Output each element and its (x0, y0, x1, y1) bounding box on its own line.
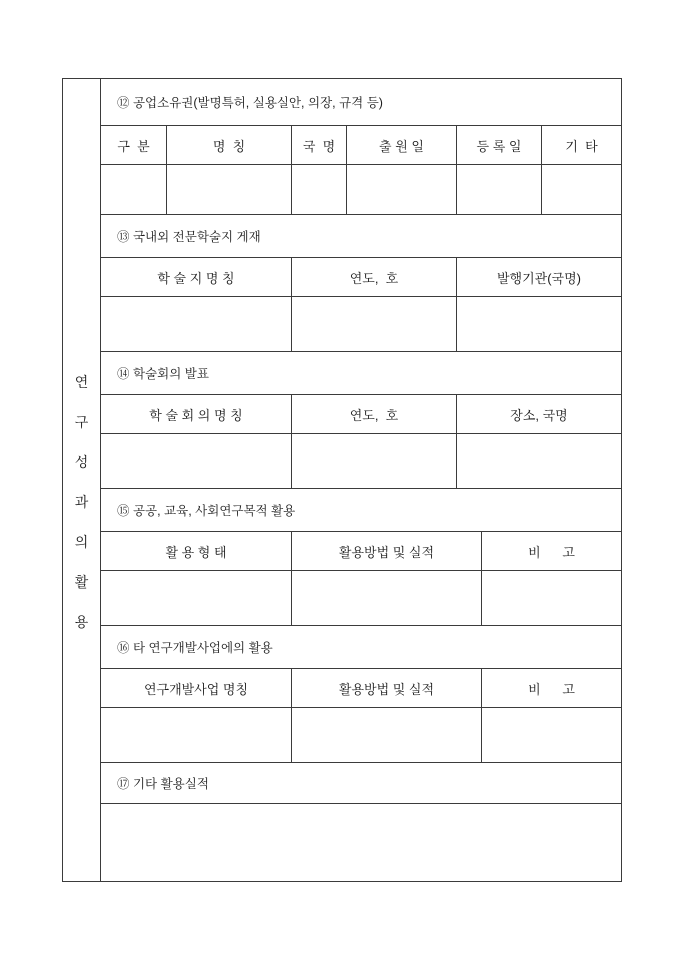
section-industrial-property (101, 79, 621, 215)
empty-input-cell[interactable] (101, 165, 166, 214)
empty-input-cell[interactable] (291, 297, 456, 351)
empty-input-cell[interactable] (456, 434, 621, 488)
section-journal-publication (101, 215, 621, 352)
column-header: 연도, 호 (291, 258, 456, 296)
section-title: ⑫ 공업소유권(발명특허, 실용실안, 의장, 규격 등) (117, 96, 383, 110)
empty-input-cell[interactable] (346, 165, 456, 214)
column-header: 비 고 (481, 532, 621, 570)
entry-row (101, 571, 621, 626)
vertical-label-char: 연 (74, 374, 89, 390)
section-public-education-social-use (101, 489, 621, 626)
column-header: 학 술 지 명 칭 (157, 270, 235, 286)
empty-input-cell[interactable] (291, 571, 481, 625)
empty-input-area[interactable] (101, 803, 621, 881)
column-header: 활 용 형 태 (165, 544, 227, 560)
header-row (101, 257, 621, 297)
column-header: 발행기관(국명) (456, 258, 621, 296)
empty-input-cell[interactable] (291, 434, 456, 488)
empty-input-cell[interactable] (541, 165, 621, 214)
vertical-label-char: 성 (74, 454, 89, 470)
section-title: ⑭ 학술회의 발표 (117, 367, 209, 381)
header-row (101, 668, 621, 708)
empty-input-cell[interactable] (291, 165, 346, 214)
column-header: 활용방법 및 실적 (291, 669, 481, 707)
column-header: 연도, 호 (291, 395, 456, 433)
vertical-label-char: 구 (74, 414, 89, 430)
entry-row (101, 434, 621, 489)
vertical-label-char: 용 (74, 614, 89, 630)
section-conference-presentation (101, 352, 621, 489)
column-header: 비 고 (481, 669, 621, 707)
empty-input-cell[interactable] (481, 708, 621, 762)
section-title: ⑯ 타 연구개발사업에의 활용 (117, 641, 273, 655)
column-header: 장소, 국명 (456, 395, 621, 433)
section-other-utilization (101, 763, 621, 881)
vertical-label-char: 의 (74, 534, 89, 550)
header-row (101, 531, 621, 571)
section-title: ⑰ 기타 활용실적 (117, 777, 209, 791)
empty-input-cell[interactable] (101, 708, 291, 762)
column-header: 활용방법 및 실적 (291, 532, 481, 570)
entry-row (101, 297, 621, 352)
form-sections (101, 79, 621, 881)
vertical-category-label (63, 79, 101, 881)
header-row (101, 394, 621, 434)
header-row (101, 125, 621, 165)
column-header: 국 명 (291, 126, 346, 164)
empty-input-cell[interactable] (291, 708, 481, 762)
empty-input-cell[interactable] (166, 165, 291, 214)
section-title: ⑬ 국내외 전문학술지 게재 (117, 230, 261, 244)
section-other-rnd-use (101, 626, 621, 763)
entry-row (101, 708, 621, 763)
vertical-label-char: 활 (74, 574, 89, 590)
column-header: 학 술 회 의 명 칭 (149, 407, 243, 423)
empty-input-cell[interactable] (101, 297, 291, 351)
research-outcome-utilization-table (62, 78, 622, 882)
column-header: 연구개발사업 명칭 (143, 681, 249, 697)
column-header: 명 칭 (166, 126, 291, 164)
column-header: 구 분 (117, 138, 150, 154)
empty-input-cell[interactable] (456, 165, 541, 214)
empty-input-cell[interactable] (481, 571, 621, 625)
empty-input-cell[interactable] (101, 571, 291, 625)
section-title: ⑮ 공공, 교육, 사회연구목적 활용 (117, 504, 296, 518)
vertical-label-char: 과 (74, 494, 89, 510)
column-header: 기 타 (541, 126, 621, 164)
empty-input-cell[interactable] (101, 434, 291, 488)
empty-input-cell[interactable] (456, 297, 621, 351)
entry-row (101, 165, 621, 215)
column-header: 출 원 일 (346, 126, 456, 164)
column-header: 등 록 일 (456, 126, 541, 164)
